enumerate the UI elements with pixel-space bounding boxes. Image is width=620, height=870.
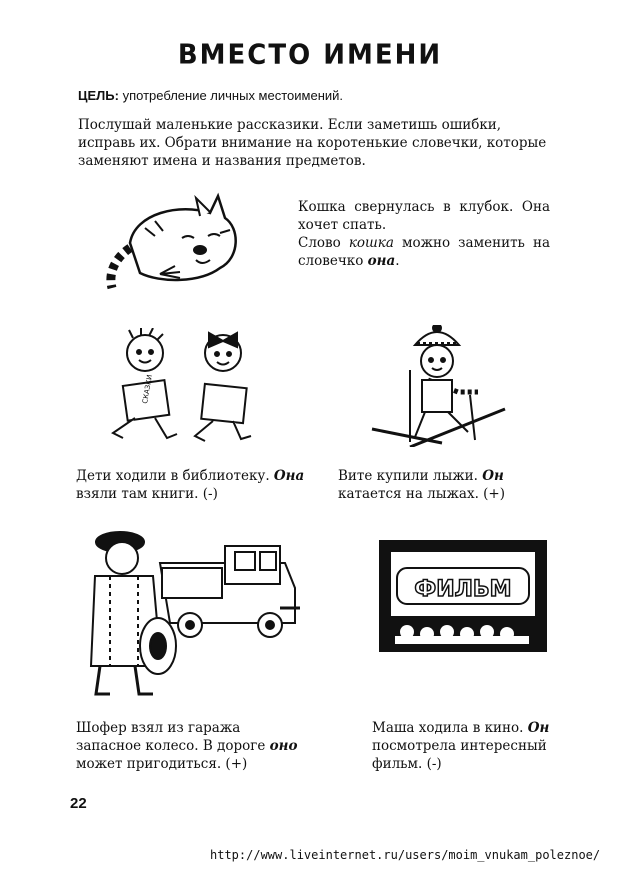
page-title: ВМЕСТО ИМЕНИ	[177, 39, 443, 71]
driver-sentence-end: может пригодиться. (+)	[76, 756, 248, 772]
skier-boy-illustration	[370, 325, 510, 447]
film-title-text: ФИЛЬМ	[414, 577, 512, 602]
ski-sentence-start: Вите купили лыжи.	[338, 468, 483, 484]
goal-label: ЦЕЛЬ:	[78, 88, 119, 103]
goal-text: употребление личных местоимений.	[122, 88, 344, 103]
ski-story	[338, 467, 553, 503]
ski-sentence-end: катается на лыжах. (+)	[338, 486, 505, 502]
cat-word: кошка	[348, 235, 394, 251]
driver-pronoun: оно	[269, 738, 298, 754]
ski-pronoun: Он	[482, 468, 504, 484]
page-number: 22	[70, 795, 87, 812]
cat-story	[298, 198, 550, 270]
masha-pronoun: Он	[527, 720, 550, 736]
cat-sentence-2-mid: можно заменить на словечко	[298, 235, 550, 269]
cat-sentence-2-start: Слово	[298, 235, 349, 251]
kids-sentence-end: взяли там книги. (-)	[76, 486, 218, 502]
driver-story	[76, 719, 306, 773]
book-label: СКАЗКИ	[141, 374, 155, 405]
kids-sentence-start: Дети ходили в библиотеку.	[76, 468, 274, 484]
driver-truck-illustration	[80, 528, 305, 700]
cat-pronoun: она	[367, 253, 396, 269]
cinema-screen-illustration	[379, 540, 547, 652]
intro-paragraph: Послушай маленькие рассказики. Если заметишь ошибки, исправь их. Обрати внимание на коротенькие словечки, которые заменяют имена и названия предметов.	[78, 117, 547, 169]
masha-sentence-end: посмотрела интересный фильм. (-)	[372, 738, 547, 772]
goal-line	[78, 88, 343, 103]
cat-sentence-2-end: .	[395, 253, 400, 269]
sleeping-cat-illustration	[100, 188, 250, 293]
kids-pronoun: Она	[273, 468, 305, 484]
driver-sentence-start: Шофер взял из гаража запасное колесо. В дороге	[76, 720, 270, 754]
kids-story	[76, 467, 306, 503]
masha-story	[372, 719, 552, 773]
source-url[interactable]: http://www.liveinternet.ru/users/moim_vnukam_poleznoe/	[210, 848, 601, 862]
children-with-books-illustration	[105, 328, 265, 446]
masha-sentence-start: Маша ходила в кино.	[372, 720, 528, 736]
cat-sentence-1: Кошка свернулась в клубок. Она хочет спать.	[298, 199, 550, 233]
